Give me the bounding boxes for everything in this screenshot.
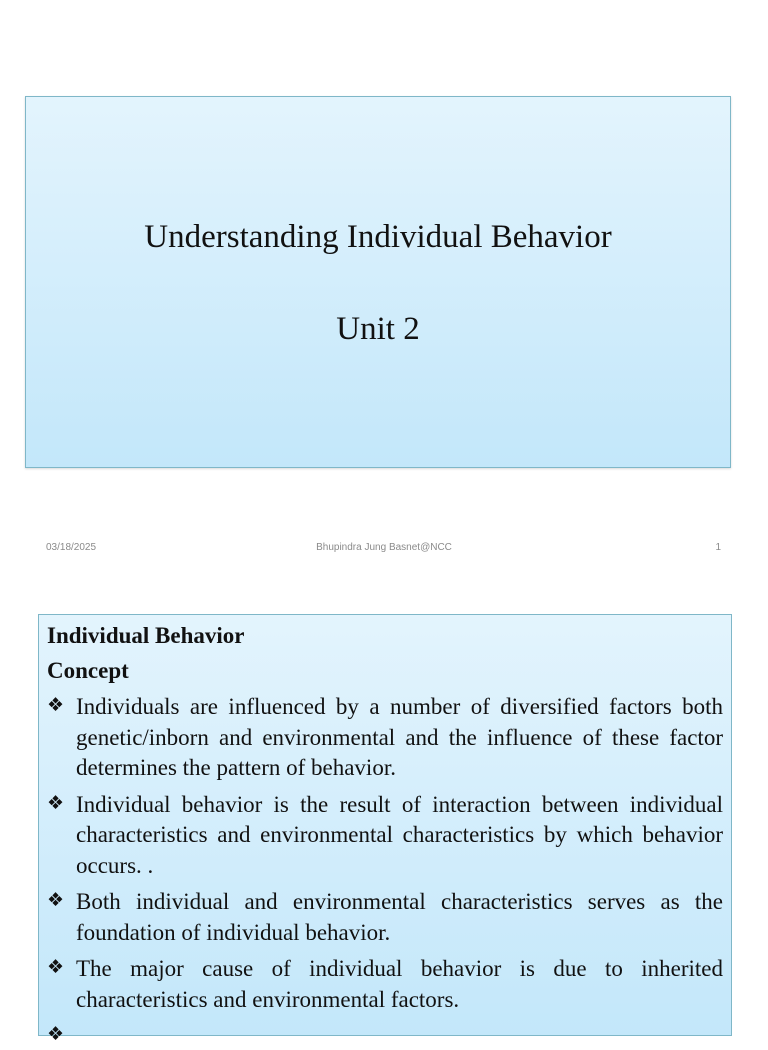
footer-author: Bhupindra Jung Basnet@NCC — [316, 542, 452, 553]
bullet-item — [47, 790, 723, 882]
footer-page-number: 1 — [715, 542, 721, 553]
footer-date: 03/18/2025 — [46, 542, 97, 553]
bullet-item — [47, 954, 723, 1015]
section-heading: Individual Behavior — [47, 623, 245, 648]
bullet-item — [47, 887, 723, 948]
section-subheading: Concept — [47, 658, 129, 683]
bullet-item — [47, 692, 723, 784]
diamond-bullet-icon: ❖ — [47, 791, 65, 814]
diamond-bullet-icon: ❖ — [47, 956, 65, 978]
bullet-list — [47, 692, 723, 1045]
bullet-text: The major cause of individual behavior is due to inherited characteristics and environmental factors. — [76, 956, 723, 1012]
bullet-text: Individual behavior is the result of interaction between individual characteristics and environmental characteristics by which behavior occurs. . — [76, 791, 723, 878]
content-slide — [38, 614, 732, 1045]
bullet-text: Individuals are influenced by a number of diversified factors both genetic/inborn and environmental and the influence of these factor determines the pattern of behavior. — [76, 694, 723, 780]
diamond-bullet-icon: ❖ — [47, 889, 65, 911]
slide-subtitle: Unit 2 — [336, 311, 420, 347]
diamond-bullet-icon: ❖ — [47, 1023, 65, 1045]
slide-title: Understanding Individual Behavior — [144, 219, 612, 255]
diamond-bullet-icon: ❖ — [47, 694, 65, 716]
bullet-text: Both individual and environmental characteristics serves as the foundation of individual behavior. — [76, 889, 723, 945]
title-slide — [25, 96, 731, 468]
